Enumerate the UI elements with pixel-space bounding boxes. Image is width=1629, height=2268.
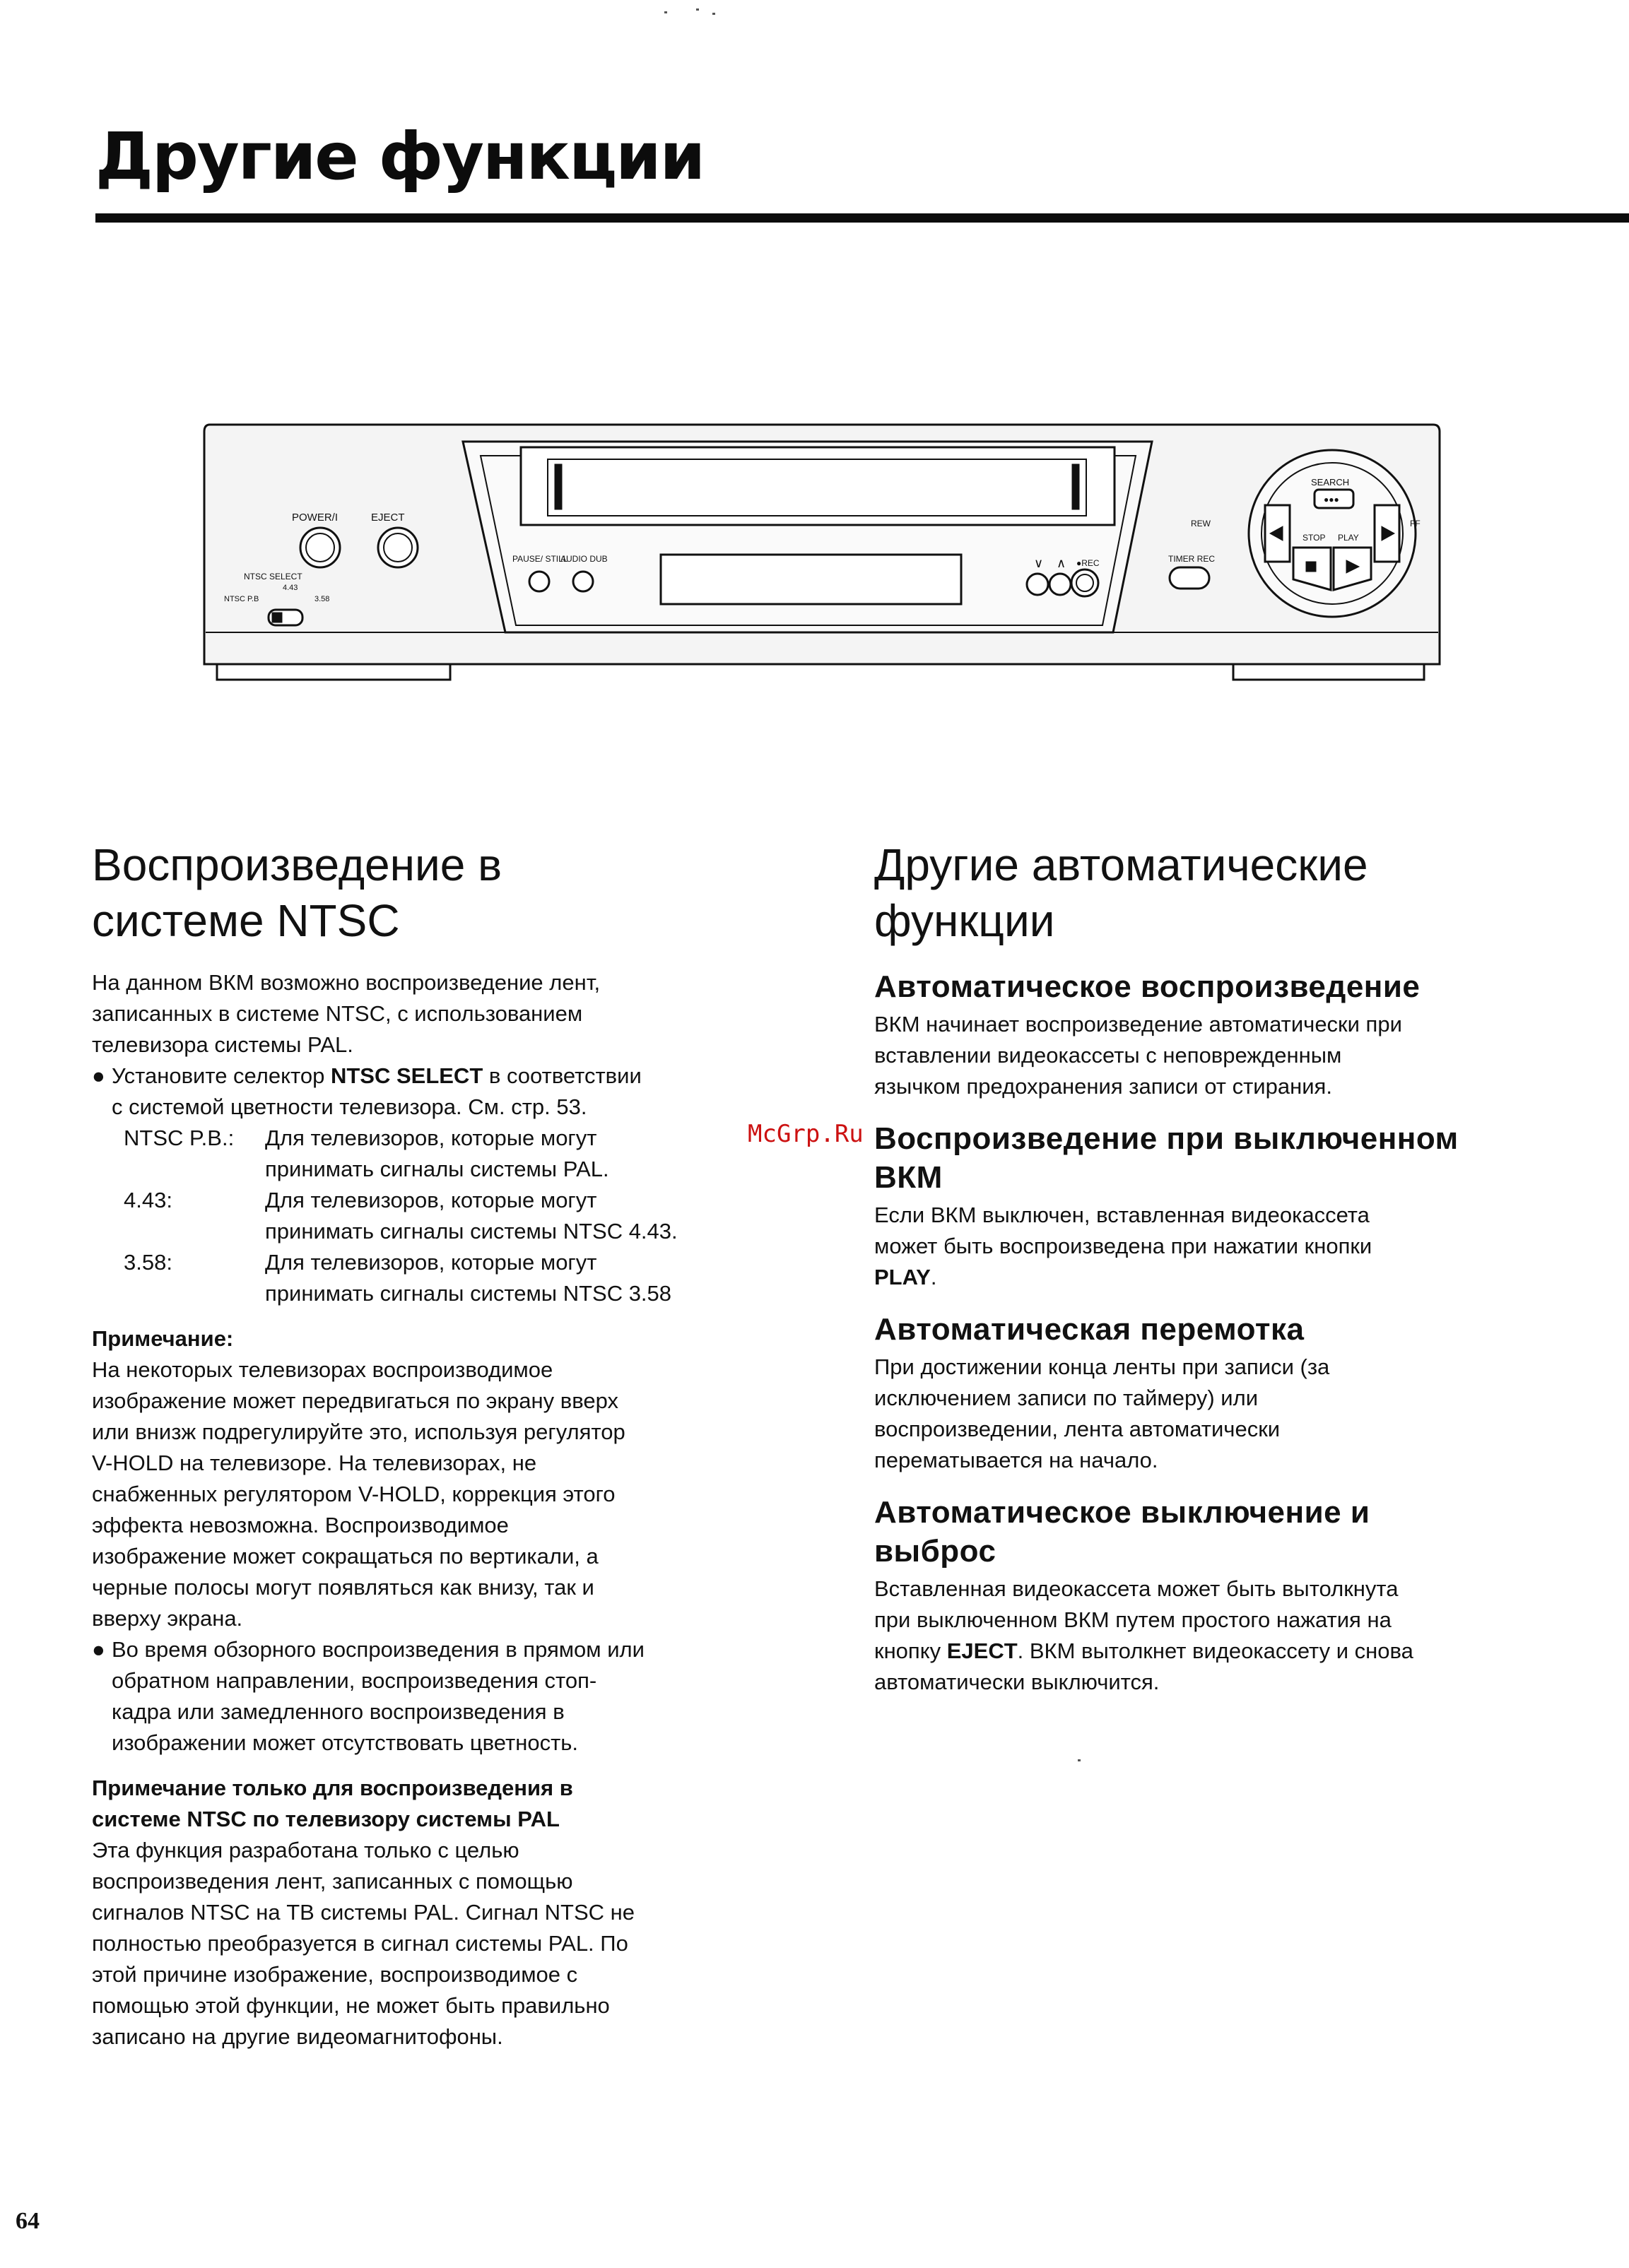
right-column <box>874 837 1588 1715</box>
play-when-off-section: Воспроизведение при выключенном ВКМ Если ВКМ выключен, вставленная видеокассета может быть воспроизведена при нажатии кнопки PLAY. <box>874 1119 1588 1293</box>
definition-row: NTSC P.B.: Для телевизоров, которые могут принимать сигналы системы PAL. <box>124 1126 609 1181</box>
rec-label: ●REC <box>1076 558 1100 568</box>
definition-row: 3.58: Для телевизоров, которые могут принимать сигналы системы NTSC 3.58 <box>124 1250 672 1306</box>
search-color-bullet: ● Во время обзорного воспроизведения в прямом или обратном направлении, воспроизведения стоп- кадра или замедленного воспроизведения в изображении может отсутствовать цветность. <box>92 1634 784 1759</box>
auto-off-eject-title: Автоматическое выключение и выброс <box>874 1495 1370 1569</box>
scan-speck <box>664 11 667 13</box>
ch-up-label: ∧ <box>1057 556 1066 570</box>
power-label: POWER/I <box>292 512 339 524</box>
auto-rewind-section: Автоматическая перемотка При достижении конца ленты при записи (за исключением записи по таймеру) или воспроизведении, лента автоматически перематывается на начало. <box>874 1310 1588 1476</box>
page-title: Другие функции <box>95 119 705 194</box>
eject-label: EJECT <box>371 512 405 524</box>
ch-up-button <box>1049 574 1071 595</box>
ntsc-section-title: Воспроизведение в системе NTSC <box>92 839 502 946</box>
svg-text:●●●: ●●● <box>1324 495 1339 504</box>
audio-dub-label: AUDIO DUB <box>560 554 608 564</box>
play-when-off-title: Воспроизведение при выключенном ВКМ <box>874 1121 1459 1195</box>
pause-still-button <box>529 572 549 591</box>
rew-label: REW <box>1191 519 1211 528</box>
play-label: PLAY <box>1338 533 1359 543</box>
ntsc-mode-definitions <box>124 1123 784 1309</box>
note-heading: Примечание: <box>92 1326 234 1351</box>
auto-play-title: Автоматическое воспроизведение <box>874 969 1421 1004</box>
ch-down-label: ∨ <box>1034 556 1044 570</box>
pause-still-label: PAUSE/ STILL <box>512 554 568 564</box>
timer-rec-label: TIMER REC <box>1168 554 1215 564</box>
bullet-dot: ● <box>92 1637 105 1662</box>
ff-label: FF <box>1410 519 1421 528</box>
vcr-front-panel-illustration <box>201 420 1442 689</box>
ch-down-button <box>1027 574 1048 595</box>
left-column <box>92 837 784 2053</box>
scan-speck <box>696 8 699 11</box>
stop-label: STOP <box>1302 533 1326 543</box>
ntsc-pal-note-heading: Примечание только для воспроизведения в системе NTSC по телевизору системы PAL <box>92 1776 573 1831</box>
note-text: На некоторых телевизорах воспроизводимое изображение может передвигаться по экрану вверх или внизж подрегулируйте это, используя регулятор V-HOLD на телевизоре. На телевизорах, не снабженных регулятором V-HOLD, коррекция этого эффекта невозможна. Воспроизводимое изображение может сокращаться по вертикали, а черные полосы могут появляться как внизу, так и вверху экрана. <box>92 1357 625 1631</box>
ntsc-443-label: 4.43 <box>283 584 298 592</box>
ntsc-pal-note-text: Эта функция разработана только с целью воспроизведения лент, записанных с помощью сигналов NTSC на ТВ системы PAL. Сигнал NTSC не полностью преобразуется в сигнал системы PAL. По этой причине изображение, воспроизводимое с помощью этой функции, не может быть правильно записано на другие видеомагнитофоны. <box>92 1838 635 2049</box>
ntsc-pb-label: NTSC P.B <box>224 595 259 603</box>
audio-dub-button <box>573 572 593 591</box>
auto-functions-title: Другие автоматические функции <box>874 839 1368 946</box>
title-rule <box>95 213 1629 223</box>
scan-speck <box>1078 1759 1081 1761</box>
bullet-dot: ● <box>92 1063 105 1088</box>
watermark-text: McGrp.Ru <box>748 1120 864 1148</box>
definition-row: 4.43: Для телевизоров, которые могут принимать сигналы системы NTSC 4.43. <box>124 1188 678 1244</box>
auto-play-section: Автоматическое воспроизведение ВКМ начинает воспроизведение автоматически при вставлении видеокассеты с неповрежденным язычком предохранения записи от стирания. <box>874 967 1588 1102</box>
page-number: 64 <box>16 2208 40 2234</box>
ntsc-358-label: 3.58 <box>314 595 330 603</box>
rec-button <box>1071 569 1098 596</box>
scan-speck <box>712 13 715 15</box>
ntsc-select-bullet: ● Установите селектор NTSC SELECT в соответствии с системой цветности телевизора. См. стр. 53. <box>92 1061 784 1123</box>
search-label: SEARCH <box>1311 477 1350 488</box>
timer-rec-button <box>1170 567 1209 589</box>
auto-off-eject-section: Автоматическое выключение и выброс Вставленная видеокассета может быть вытолкнута при выключенном ВКМ путем простого нажатия на кнопку EJECT. ВКМ вытолкнет видеокассету и снова автоматически выключится. <box>874 1493 1588 1698</box>
ntsc-select-label: NTSC SELECT <box>244 572 302 581</box>
auto-rewind-title: Автоматическая перемотка <box>874 1312 1305 1347</box>
ntsc-intro: На данном ВКМ возможно воспроизведение лент, записанных в системе NTSC, с использованием телевизора системы PAL. <box>92 970 601 1057</box>
